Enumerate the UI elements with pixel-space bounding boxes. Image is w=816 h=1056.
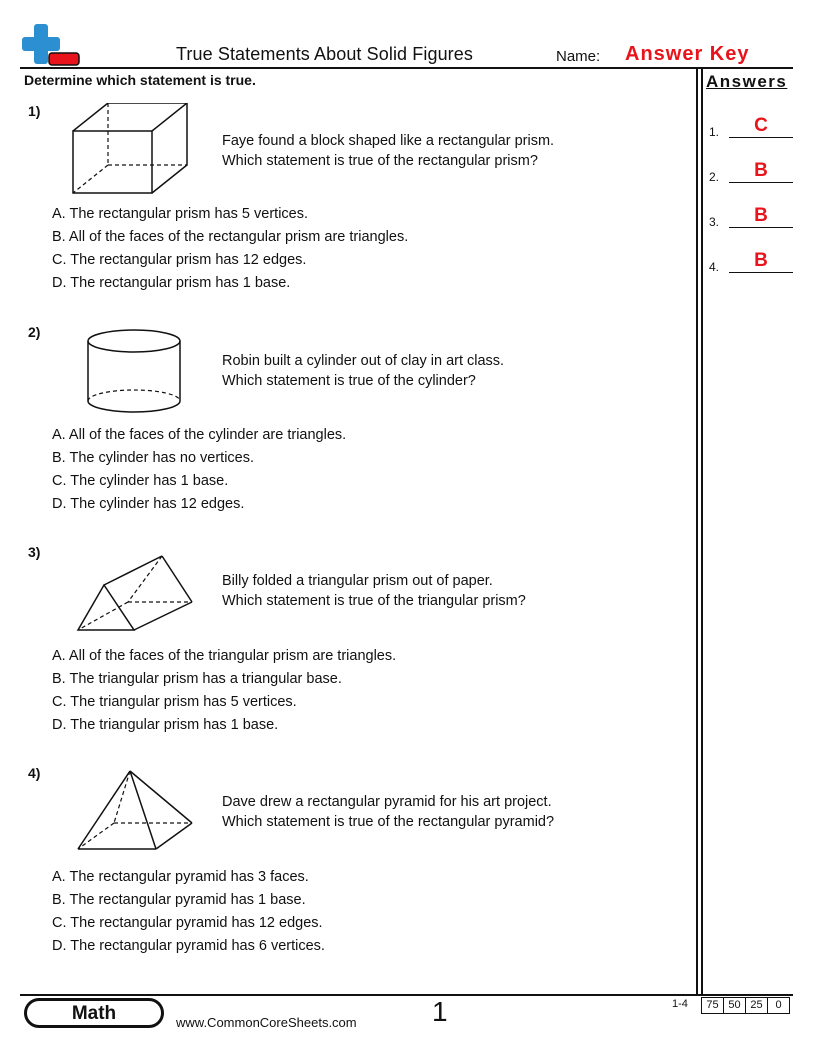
answer-choices (52, 645, 396, 737)
choice-b: B. The rectangular pyramid has 1 base. (52, 892, 306, 908)
answer-row (709, 113, 793, 139)
choice-a: A. All of the faces of the triangular prism are triangles. (52, 648, 397, 664)
choice-d: D. The triangular prism has 1 base. (52, 717, 279, 733)
choice-b: B. The triangular prism has a triangular base. (52, 671, 342, 687)
score-range-label: 1-4 (672, 998, 688, 1010)
score-cell: 75 (706, 999, 719, 1011)
prompt-line: Robin built a cylinder out of clay in art class. (222, 353, 505, 369)
question-prompt (222, 351, 504, 391)
choice-c: C. The rectangular prism has 12 edges. (52, 252, 307, 268)
answer-number: 2. (709, 170, 720, 184)
answer-value: B (754, 205, 768, 226)
triangular-prism-icon (74, 554, 198, 634)
answers-title: Answers (706, 72, 788, 91)
question-number: 2) (28, 324, 41, 340)
choice-d: D. The rectangular prism has 1 base. (52, 275, 291, 291)
page-number: 1 (432, 996, 448, 1027)
answer-value: C (754, 115, 768, 136)
answer-row (709, 158, 793, 184)
score-cell: 25 (745, 998, 767, 1013)
choice-a: A. All of the faces of the cylinder are triangles. (52, 427, 347, 443)
footer-divider (20, 994, 793, 996)
answer-choices (52, 203, 408, 295)
choice-b: B. All of the faces of the rectangular prism are triangles. (52, 229, 409, 245)
answers-column-border (696, 68, 698, 994)
score-cell: 0 (767, 998, 789, 1013)
choice-c: C. The rectangular pyramid has 12 edges. (52, 915, 323, 931)
answer-blank (729, 272, 793, 273)
prompt-line: Billy folded a triangular prism out of paper. (222, 573, 493, 589)
answer-row (709, 203, 793, 229)
prompt-line: Faye found a block shaped like a rectangular prism. (222, 133, 555, 149)
answer-choices (52, 424, 346, 516)
answer-value: B (754, 250, 768, 271)
answer-number: 1. (709, 125, 720, 139)
worksheet-title: True Statements About Solid Figures (176, 44, 473, 64)
question-number: 3) (28, 544, 41, 560)
rectangular-prism-icon (70, 103, 195, 198)
choice-d: D. The cylinder has 12 edges. (52, 496, 245, 512)
subject-badge: Math (24, 998, 164, 1028)
answer-number: 4. (709, 260, 720, 274)
choice-a: A. The rectangular pyramid has 3 faces. (52, 869, 309, 885)
rectangular-pyramid-icon (74, 769, 198, 855)
question-prompt (222, 571, 526, 611)
score-cell: 50 (723, 998, 745, 1013)
choice-c: C. The cylinder has 1 base. (52, 473, 229, 489)
answer-key-label: Answer Key (625, 43, 750, 65)
choice-d: D. The rectangular pyramid has 6 vertices. (52, 938, 325, 954)
answer-blank (729, 137, 793, 138)
answers-column-border-inner (701, 68, 703, 994)
question-number: 4) (28, 765, 41, 781)
site-url: www.CommonCoreSheets.com (176, 1015, 357, 1030)
prompt-line: Which statement is true of the rectangular prism? (222, 153, 538, 169)
answer-choices (52, 866, 325, 958)
prompt-line: Which statement is true of the triangular prism? (222, 593, 526, 609)
instructions: Determine which statement is true. (24, 72, 256, 88)
question-prompt (222, 131, 554, 171)
answer-blank (729, 227, 793, 228)
score-table (701, 997, 790, 1014)
choice-b: B. The cylinder has no vertices. (52, 450, 255, 466)
answer-value: B (754, 160, 768, 181)
choice-a: A. The rectangular prism has 5 vertices. (52, 206, 309, 222)
answer-blank (729, 182, 793, 183)
answer-row (709, 248, 793, 274)
header-divider (20, 67, 793, 69)
prompt-line: Dave drew a rectangular pyramid for his art project. (222, 794, 552, 810)
question-number: 1) (28, 103, 41, 119)
answer-number: 3. (709, 215, 720, 229)
prompt-line: Which statement is true of the cylinder? (222, 373, 476, 389)
question-prompt (222, 792, 554, 832)
plus-minus-logo-icon (22, 22, 80, 68)
choice-c: C. The triangular prism has 5 vertices. (52, 694, 297, 710)
name-label: Name: (556, 48, 601, 65)
prompt-line: Which statement is true of the rectangular pyramid? (222, 814, 555, 830)
cylinder-icon (84, 328, 184, 420)
